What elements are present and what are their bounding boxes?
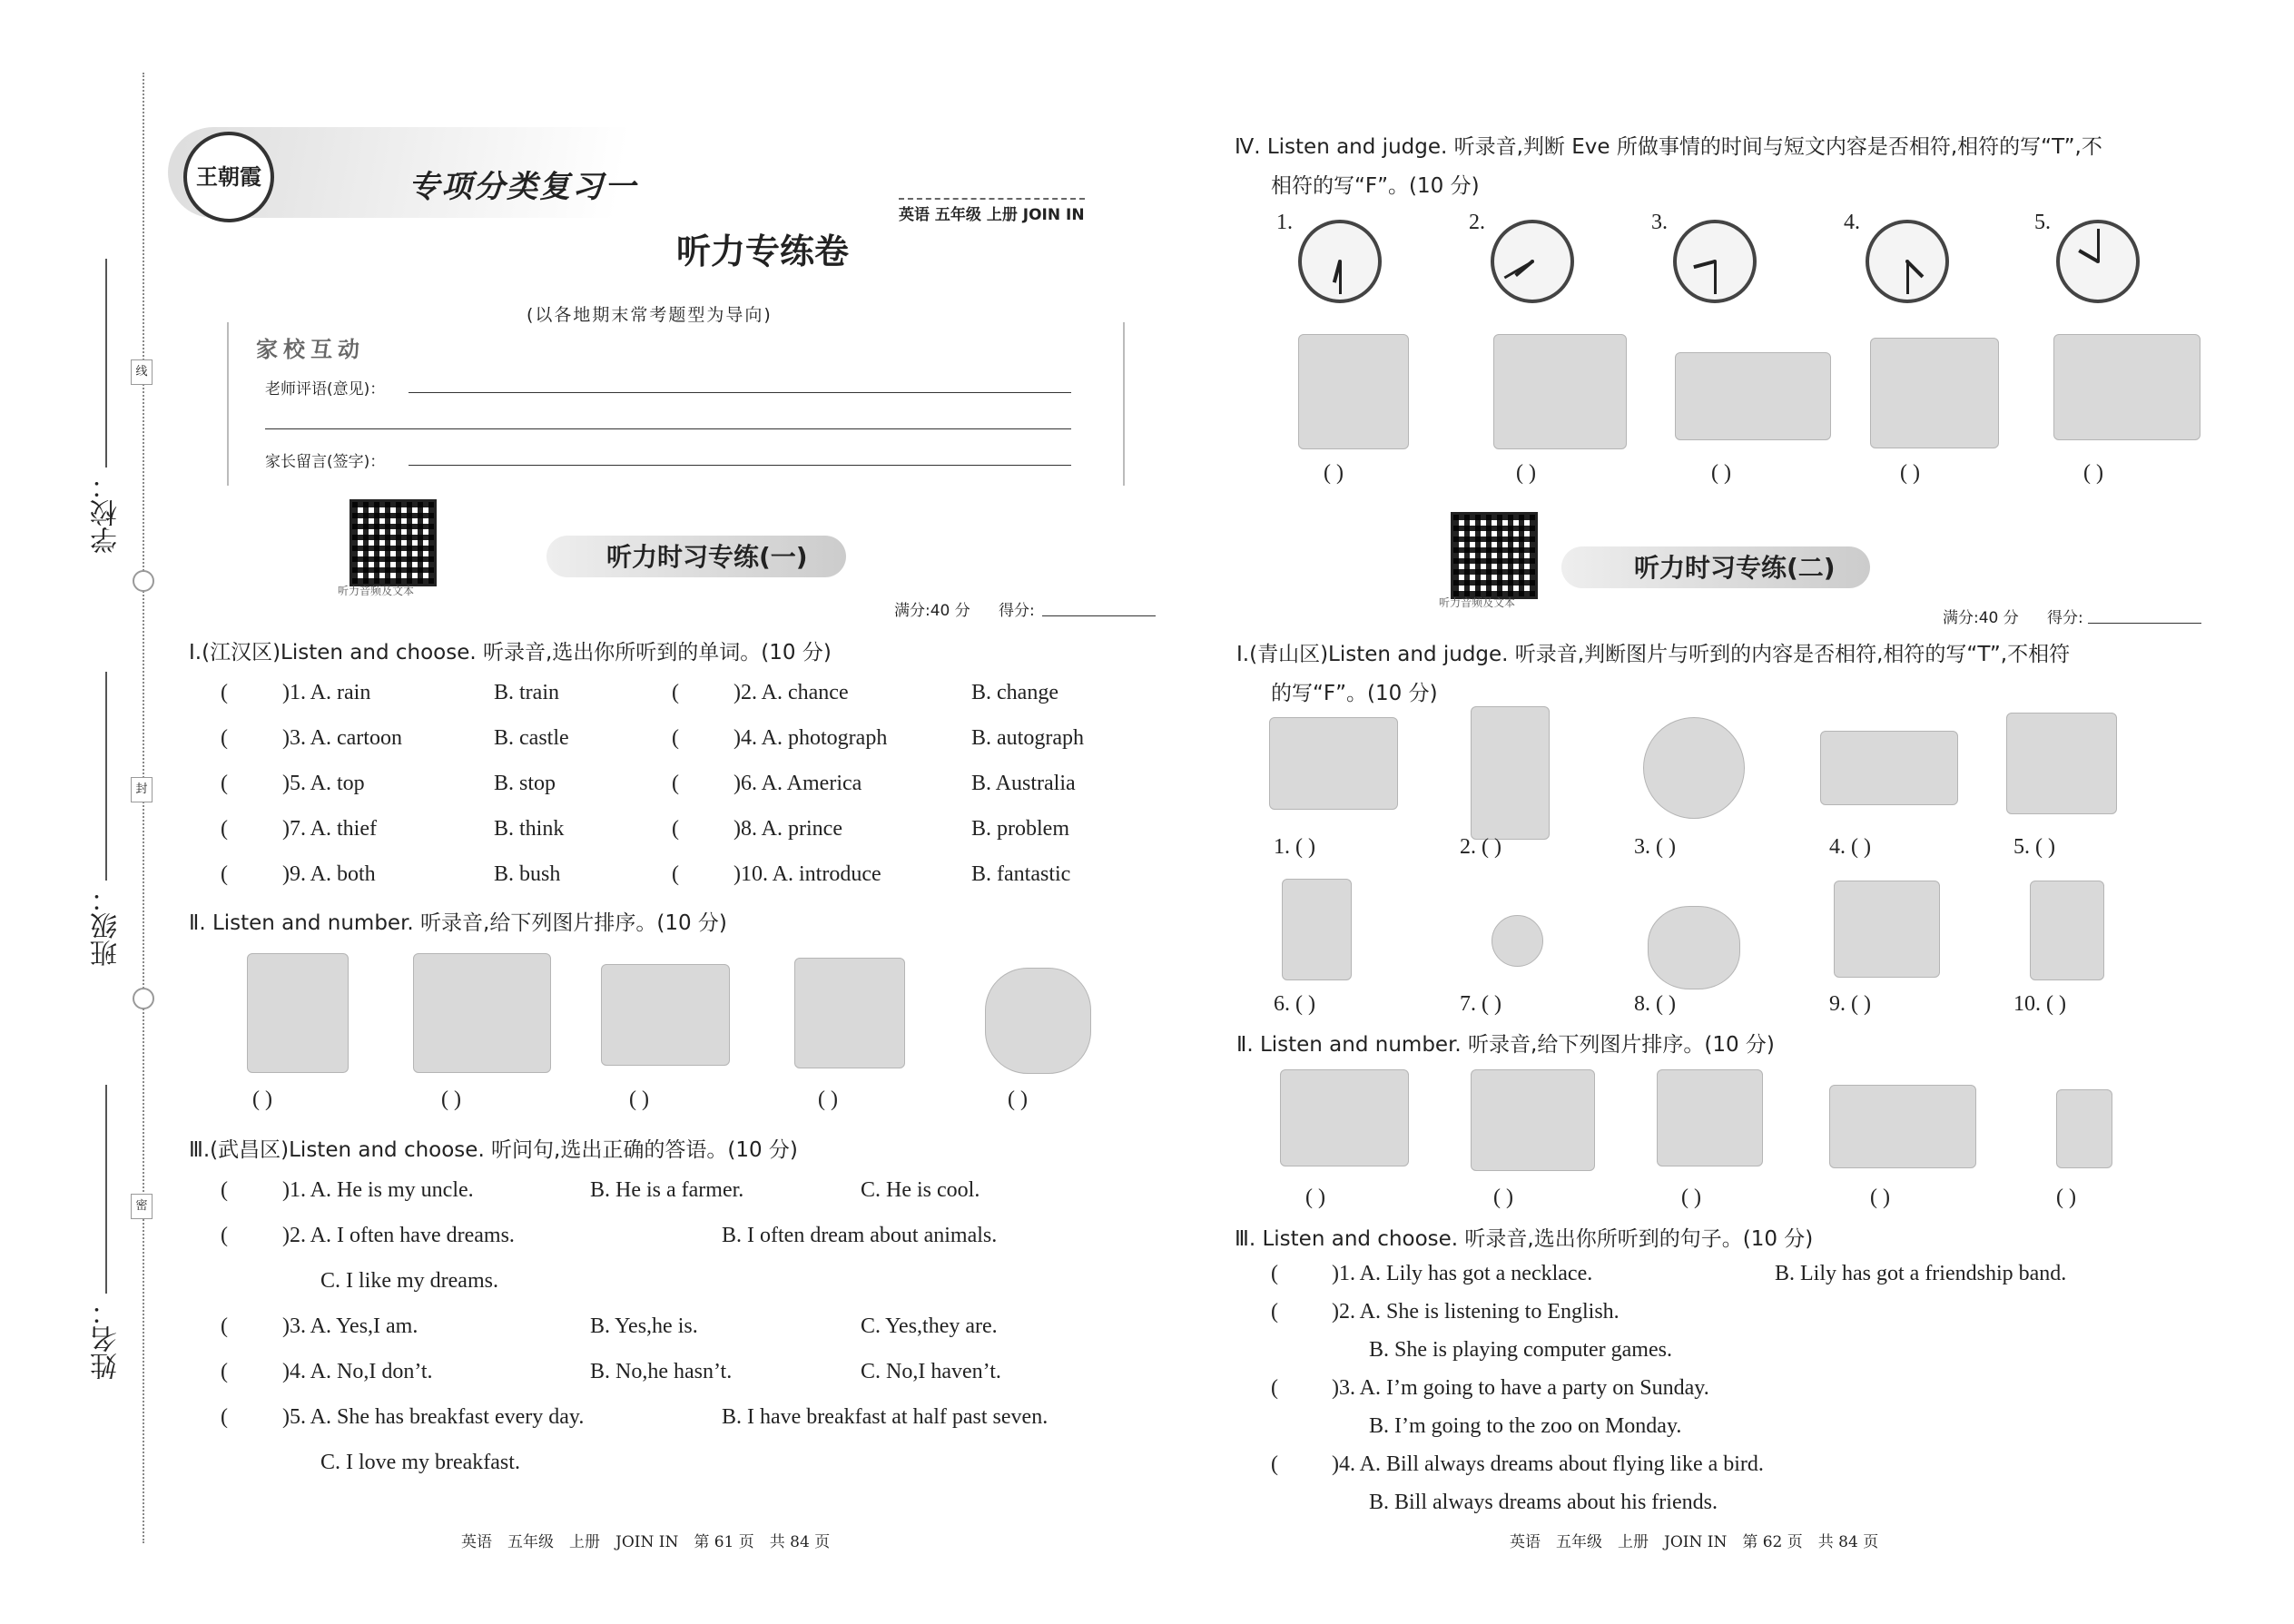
option-c: C. I love my breakfast. [320,1451,520,1474]
answer-paren[interactable]: ( [221,1178,228,1202]
answer-paren[interactable]: ( [221,817,228,841]
picture-pears [1643,717,1745,819]
right-q4-heading-2: 相符的写“F”。(10 分) [1271,174,1480,198]
option-b: B. train [494,681,559,704]
picture-drink [1282,879,1352,980]
option-b: B. I often dream about animals. [722,1224,998,1247]
option-b: B. I’m going to the zoo on Monday. [1369,1414,1682,1438]
option-a: )4. A. Bill always dreams about flying like a bird. [1332,1452,1764,1476]
picture-map [1269,717,1398,810]
picture-birthday [1657,1069,1763,1166]
option-c: C. No,I haven’t. [861,1360,1001,1383]
numbered-answer-blank[interactable]: 4. ( ) [1829,835,1871,859]
answer-paren[interactable]: ( [221,681,228,704]
teacher-comment-line-2[interactable] [265,428,1071,429]
score-full-right: 满分:40 分 [1943,609,2019,627]
option-a: )3. A. Yes,I am. [282,1314,418,1338]
left-q1-heading: Ⅰ.(江汉区)Listen and choose. 听录音,选出你所听到的单词。(10 分) [189,641,832,664]
answer-paren[interactable]: ( [672,817,679,841]
class-fill-line[interactable] [105,672,107,881]
picture-girl-clock [1471,1069,1595,1171]
option-a: )6. A. America [733,772,862,795]
clock-minute-hand [1714,261,1717,294]
option-c: C. Yes,they are. [861,1314,998,1338]
clock-number: 3. [1651,211,1668,234]
clock-icon [1866,220,1949,303]
answer-blank[interactable]: ( ) [1516,461,1536,485]
option-b: B. Bill always dreams about his friends. [1369,1491,1718,1514]
answer-paren[interactable]: ( [221,726,228,750]
parent-comment-label: 家长留言(签字)： [265,453,386,471]
right-q1-heading-2: 的写“F”。(10 分) [1271,682,1438,705]
brand-logo: 王朝霞 [183,132,274,222]
answer-blank[interactable]: ( ) [2056,1186,2076,1209]
clock-hour-hand [1693,260,1715,269]
picture-eve-bed [2053,334,2200,440]
binding-dotted-line [143,73,144,1543]
answer-blank[interactable]: ( ) [1305,1186,1325,1209]
qr-code-left[interactable] [350,499,437,586]
answer-blank[interactable]: ( ) [1900,461,1920,485]
option-b: B. bush [494,862,561,886]
paper-subtitle: (以各地期末常考题型为导向) [527,305,773,325]
picture-farmer [1471,706,1550,840]
option-b: B. Lily has got a friendship band. [1775,1262,2067,1285]
numbered-answer-blank[interactable]: 3. ( ) [1634,835,1676,859]
numbered-answer-blank[interactable]: 5. ( ) [2013,835,2055,859]
answer-blank[interactable]: ( ) [818,1088,838,1111]
answer-paren[interactable]: ( [672,726,679,750]
option-a: )5. A. top [282,772,365,795]
binding-tag-2: 封 [131,777,153,802]
answer-blank[interactable]: ( ) [1711,461,1731,485]
option-a: )10. A. introduce [733,862,881,886]
clock-number: 4. [1844,211,1860,234]
answer-blank[interactable]: ( ) [1870,1186,1890,1209]
answer-paren[interactable]: ( [221,1314,228,1338]
picture-children-clock [413,953,551,1073]
numbered-answer-blank[interactable]: 9. ( ) [1829,992,1871,1016]
clock-icon [1673,220,1757,303]
picture-shells [1820,731,1958,805]
option-b: B. autograph [971,726,1084,750]
class-label: 班级： [91,885,123,967]
answer-blank[interactable]: ( ) [252,1088,272,1111]
option-b: B. Yes,he is. [590,1314,698,1338]
answer-paren[interactable]: ( [221,772,228,795]
picture-eve-waking [1298,334,1409,449]
option-a: )9. A. both [282,862,376,886]
answer-paren[interactable]: ( [672,772,679,795]
option-a: )4. A. photograph [733,726,888,750]
option-a: )4. A. No,I don’t. [282,1360,433,1383]
answer-paren[interactable]: ( [672,862,679,886]
option-b: B. I have breakfast at half past seven. [722,1405,1049,1429]
option-b: B. castle [494,726,569,750]
option-c: C. I like my dreams. [320,1269,498,1293]
answer-paren[interactable]: ( [221,1405,228,1429]
name-fill-line[interactable] [105,1085,107,1294]
answer-blank[interactable]: ( ) [629,1088,649,1111]
picture-toys [794,958,905,1068]
option-a: )8. A. prince [733,817,842,841]
picture-teddy-bear [985,968,1091,1074]
picture-eve-classroom [1675,352,1831,440]
numbered-answer-blank[interactable]: 10. ( ) [2013,992,2066,1016]
name-label: 姓名： [91,1298,123,1380]
clock-icon [1491,220,1574,303]
answer-blank[interactable]: ( ) [1493,1186,1513,1209]
qr-caption-left: 听力音频及文本 [338,585,415,597]
section-title-left: 听力时习专练(一) [606,542,808,572]
answer-blank[interactable]: ( ) [2083,461,2103,485]
answer-blank[interactable]: ( ) [1681,1186,1701,1209]
answer-paren[interactable]: ( [221,1224,228,1247]
option-a: )2. A. chance [733,681,849,704]
right-q4-heading-1: Ⅳ. Listen and judge. 听录音,判断 Eve 所做事情的时间与短文内容是否相符,相符的写“T”,不 [1235,135,2102,159]
picture-man-reading [601,964,730,1066]
clock-icon [1298,220,1382,303]
binding-tag-3: 密 [131,1194,153,1219]
home-school-title: 家校互动 [256,337,365,362]
answer-blank[interactable]: ( ) [1008,1088,1028,1111]
clock-number: 1. [1276,211,1293,234]
answer-paren[interactable]: ( [221,862,228,886]
option-b: B. No,he hasn’t. [590,1360,733,1383]
clock-minute-hand [1906,261,1909,294]
picture-two-people [1829,1085,1976,1168]
left-q2-heading: Ⅱ. Listen and number. 听录音,给下列图片排序。(10 分) [189,911,727,935]
picture-cards [2006,713,2117,814]
option-b: B. change [971,681,1058,704]
left-page-footer: 英语 五年级 上册 JOIN IN 第 61 页 共 84 页 [461,1533,831,1551]
score-label-right: 得分: [2047,609,2083,627]
picture-eve-going-home [1870,338,1999,448]
teacher-comment-label: 老师评语(意见)： [265,380,386,399]
answer-paren[interactable]: ( [1271,1452,1278,1476]
score-field-right[interactable] [2088,623,2201,624]
option-a: )2. A. I often have dreams. [282,1224,515,1247]
picture-boy [247,953,349,1073]
qr-code-right[interactable] [1451,512,1538,599]
option-b: B. problem [971,817,1069,841]
answer-blank[interactable]: ( ) [1324,461,1344,485]
teacher-comment-line-1[interactable] [409,392,1071,393]
answer-blank[interactable]: ( ) [441,1088,461,1111]
school-fill-line[interactable] [105,259,107,468]
left-q3-heading: Ⅲ.(武昌区)Listen and choose. 听问句,选出正确的答语。(10 分) [189,1138,798,1162]
option-a: )5. A. She has breakfast every day. [282,1405,585,1429]
answer-paren[interactable]: ( [672,681,679,704]
option-b: B. Australia [971,772,1076,795]
answer-paren[interactable]: ( [221,1360,228,1383]
book-info: 英语 五年级 上册 JOIN IN [899,198,1085,224]
qr-caption-right: 听力音频及文本 [1439,596,1516,609]
score-full-left: 满分:40 分 [894,602,970,620]
picture-fruit [1648,906,1740,989]
parent-comment-line[interactable] [409,465,1071,466]
paper-title: 听力专练卷 [676,231,850,271]
score-field-left[interactable] [1042,615,1156,616]
numbered-answer-blank[interactable]: 2. ( ) [1460,835,1501,859]
answer-paren[interactable]: ( [1271,1376,1278,1400]
right-q2-heading: Ⅱ. Listen and number. 听录音,给下列图片排序。(10 分) [1236,1033,1775,1057]
score-label-left: 得分: [999,602,1035,620]
picture-bracelet [1492,915,1543,967]
option-a: )1. A. rain [282,681,371,704]
section-title-right: 听力时习专练(二) [1634,553,1836,583]
numbered-answer-blank[interactable]: 7. ( ) [1460,992,1501,1016]
option-a: )3. A. cartoon [282,726,402,750]
option-a: )7. A. thief [282,817,377,841]
answer-paren[interactable]: ( [1271,1262,1278,1285]
option-c: C. He is cool. [861,1178,980,1202]
option-b: B. fantastic [971,862,1071,886]
picture-woman-phone [1280,1069,1409,1166]
series-title: 专项分类复习一 [409,169,637,205]
numbered-answer-blank[interactable]: 1. ( ) [1274,835,1315,859]
option-b: B. think [494,817,565,841]
binding-hole-1 [133,570,154,592]
option-a: )1. A. He is my uncle. [282,1178,474,1202]
numbered-answer-blank[interactable]: 8. ( ) [1634,992,1676,1016]
clock-minute-hand [2097,229,2100,261]
numbered-answer-blank[interactable]: 6. ( ) [1274,992,1315,1016]
option-b: B. He is a farmer. [590,1178,744,1202]
clock-number: 5. [2034,211,2051,234]
right-q3-heading: Ⅲ. Listen and choose. 听录音,选出你所听到的句子。(10 分) [1235,1227,1814,1251]
binding-tag-1: 线 [131,359,153,385]
option-a: )2. A. She is listening to English. [1332,1300,1620,1324]
binding-hole-2 [133,988,154,1009]
picture-card-box [2056,1089,2112,1168]
picture-eve-leaving-school [1493,334,1627,449]
right-q1-heading-1: Ⅰ.(青山区)Listen and judge. 听录音,判断图片与听到的内容是否相符,相符的写“T”,不相符 [1236,643,2071,666]
picture-postcards [1834,881,1940,978]
clock-number: 2. [1469,211,1485,234]
picture-grandmother [2030,881,2104,980]
option-a: )3. A. I’m going to have a party on Sunday. [1332,1376,1709,1400]
school-label: 学校： [91,472,123,554]
answer-paren[interactable]: ( [1271,1300,1278,1324]
option-b: B. She is playing computer games. [1369,1338,1672,1362]
option-a: )1. A. Lily has got a necklace. [1332,1262,1593,1285]
option-b: B. stop [494,772,556,795]
right-page-footer: 英语 五年级 上册 JOIN IN 第 62 页 共 84 页 [1510,1533,1879,1551]
clock-icon [2056,220,2140,303]
